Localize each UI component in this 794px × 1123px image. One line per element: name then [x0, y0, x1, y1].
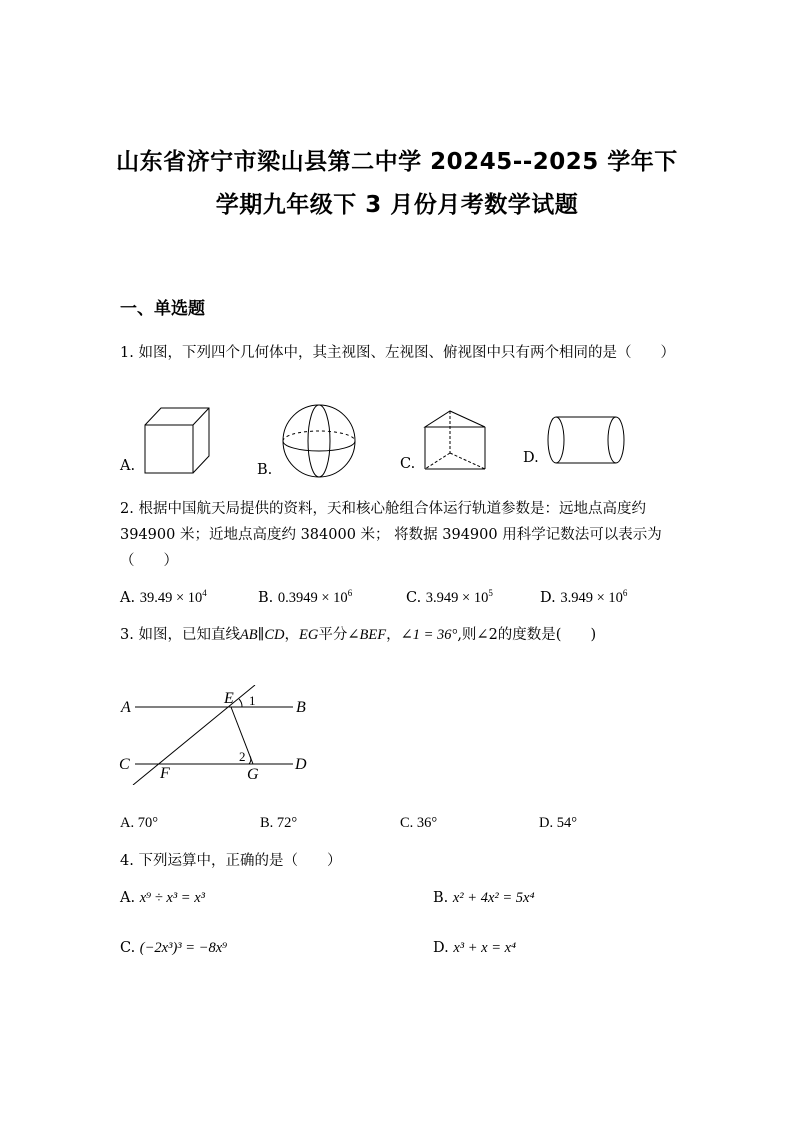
- q4-option-a: A. x⁹ ÷ x³ = x³: [120, 890, 205, 906]
- q1-option-b: B.: [257, 462, 273, 478]
- question-2-text: 2. 根据中国航天局提供的资料，天和核心舱组合体运行轨道参数是：远地点高度约 394900 米；近地点高度约 384000 米； 将数据 394900 用科学记数法可以表示为（ ）: [120, 501, 662, 569]
- q2-option-a: A. $39.49 \times 10^4$: [120, 588, 207, 606]
- parallel-lines-figure: [115, 685, 320, 785]
- q3-option-d: D. 54°: [539, 815, 578, 831]
- section-heading: 一、单选题: [120, 299, 205, 319]
- label-g: G: [247, 766, 259, 783]
- question-3-text: 3. 如图，已知直线AB∥CD，EG平分∠BEF，∠1 = 36°,则∠2的度数是( ): [120, 627, 597, 643]
- q3-option-b: B. 72°: [260, 815, 298, 831]
- q4-option-b: B. x² + 4x² = 5x⁴: [433, 890, 535, 906]
- q2-option-c: C. $3.949 \times 10^5$: [406, 588, 493, 606]
- label-f: F: [160, 765, 170, 782]
- label-c: C: [119, 756, 130, 773]
- label-d: D: [295, 756, 307, 773]
- cylinder-figure: [545, 414, 629, 468]
- question-1-text: 1. 如图，下列四个几何体中，其主视图、左视图、俯视图中只有两个相同的是（ ）: [120, 345, 675, 361]
- q4-option-c: C. (−2x³)³ = −8x⁹: [120, 940, 228, 956]
- cube-figure: [143, 405, 213, 477]
- exam-title-line2: 学期九年级下 3 月份月考数学试题: [215, 192, 579, 218]
- angle-2-label: 2: [239, 749, 246, 764]
- q1-option-c: C.: [400, 456, 416, 472]
- q3-option-a: A. 70°: [120, 815, 159, 831]
- q3-option-c: C. 36°: [400, 815, 438, 831]
- label-e: E: [224, 690, 234, 707]
- prism-figure: [420, 409, 492, 473]
- q1-option-d: D.: [523, 450, 539, 466]
- exam-title-line1: 山东省济宁市梁山县第二中学 20245--2025 学年下: [116, 149, 678, 175]
- q2-option-d: D. $3.949 \times 10^6$: [540, 588, 628, 606]
- question-4-text: 4. 下列运算中，正确的是（ ）: [120, 853, 342, 869]
- sphere-figure: [279, 403, 359, 479]
- q4-option-d: D. x³ + x = x⁴: [433, 940, 517, 956]
- q1-option-a: A.: [120, 458, 136, 474]
- label-a: A: [121, 699, 131, 716]
- angle-1-label: 1: [249, 693, 256, 708]
- q2-option-b: B. $0.3949 \times 10^6$: [258, 588, 353, 606]
- label-b: B: [296, 699, 306, 716]
